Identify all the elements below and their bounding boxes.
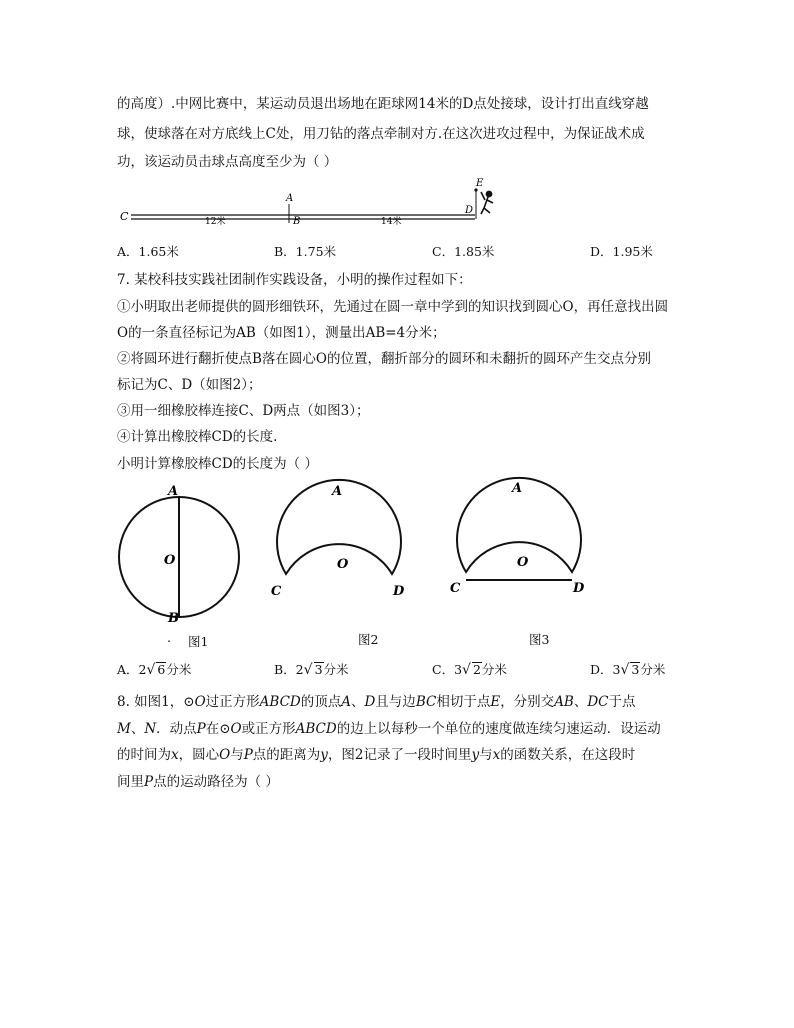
fig1-dot: . bbox=[167, 630, 171, 645]
q7-line-7: ④计算出橡胶棒CD的长度. bbox=[117, 429, 278, 445]
q6-option-a[interactable]: A．1.65米 bbox=[117, 244, 179, 259]
q6-line-2: 球，使球落在对方底线上C处，用刀钻的落点牵制对方.在这次进攻过程中，为保证战术成 bbox=[117, 126, 645, 142]
q6-line-3: 功，该运动员击球点高度至少为（ ） bbox=[117, 154, 338, 170]
point-c-label: C bbox=[120, 210, 129, 223]
fig2-caption: 图2 bbox=[358, 632, 379, 647]
q7-line-3: O的一条直径标记为AB（如图1），测量出AB=4分米； bbox=[117, 325, 446, 341]
q8-line-3: 的时间为x，圆心O与P点的距离为y，图2记录了一段时间里y与x的函数关系，在这段时 bbox=[117, 747, 636, 763]
tennis-court-diagram bbox=[115, 176, 505, 231]
q8-line-1: 8. 如图1，⊙O过正方形ABCD的顶点A、D且与边BC相切于点E，分别交AB、DC于点 bbox=[117, 694, 636, 710]
point-b-label: B bbox=[293, 216, 301, 227]
fig3-c-label: C bbox=[450, 581, 461, 596]
q7-option-a[interactable]: A．2√ 6分米 bbox=[117, 662, 192, 678]
q6-line-1: 的高度）.中网比赛中，某运动员退出场地在距球网14米的D点处接球，设计打出直线穿越 bbox=[117, 96, 649, 112]
q8-line-2: M、N．动点P在⊙O或正方形ABCD的边上以每秒一个单位的速度做连续匀速运动．设运动 bbox=[117, 721, 661, 737]
q7-option-c[interactable]: C．3√ 2分米 bbox=[432, 662, 507, 678]
q6-option-b[interactable]: B．1.75米 bbox=[274, 244, 337, 259]
fig3-o-label: O bbox=[517, 555, 529, 570]
q7-line-6: ③用一细橡胶棒连接C、D两点（如图3）； bbox=[117, 403, 370, 419]
figure-3 bbox=[442, 476, 602, 606]
point-d-label: D bbox=[465, 205, 474, 216]
fig2-o-label: O bbox=[337, 557, 349, 572]
fig1-caption: 图1 bbox=[188, 634, 209, 649]
fig2-a-label: A bbox=[332, 484, 343, 499]
fig2-d-label: D bbox=[393, 584, 405, 599]
fig1-b-label: B bbox=[168, 611, 179, 626]
q8-line-4: 间里P点的运动路径为（ ） bbox=[117, 774, 279, 790]
figure-1 bbox=[110, 478, 250, 628]
q7-line-5: 标记为C、D（如图2）； bbox=[117, 377, 262, 393]
fig3-a-label: A bbox=[512, 481, 523, 496]
fig2-c-label: C bbox=[271, 584, 282, 599]
q7-line-4: ②将圆环进行翻折使点B落在圆心O的位置，翻折部分的圆环和未翻折的圆环产生交点分别 bbox=[117, 351, 651, 367]
fig3-caption: 图3 bbox=[529, 632, 550, 647]
fig1-o-label: O bbox=[164, 553, 176, 568]
point-a-label: A bbox=[286, 193, 294, 204]
q7-option-b[interactable]: B．2√ 3分米 bbox=[274, 662, 349, 678]
q7-line-1: 7. 某校科技实践社团制作实践设备，小明的操作过程如下： bbox=[117, 272, 472, 288]
q6-option-c[interactable]: C．1.85米 bbox=[432, 244, 495, 259]
fig3-d-label: D bbox=[573, 581, 585, 596]
point-e-label: E bbox=[476, 178, 484, 189]
q7-option-d[interactable]: D．3√ 3分米 bbox=[590, 662, 666, 678]
q7-line-2: ①小明取出老师提供的圆形细铁环，先通过在圆一章中学到的知识找到圆心O，再任意找出圆 bbox=[117, 299, 669, 315]
distance-12-label: 12米 bbox=[205, 217, 226, 227]
fig1-a-label: A bbox=[168, 484, 179, 499]
figure-2 bbox=[262, 478, 422, 608]
player-icon bbox=[481, 191, 493, 214]
q6-option-d[interactable]: D．1.95米 bbox=[590, 244, 653, 259]
distance-14-label: 14米 bbox=[381, 217, 402, 227]
q7-line-8: 小明计算橡胶棒CD的长度为（ ） bbox=[117, 456, 318, 472]
